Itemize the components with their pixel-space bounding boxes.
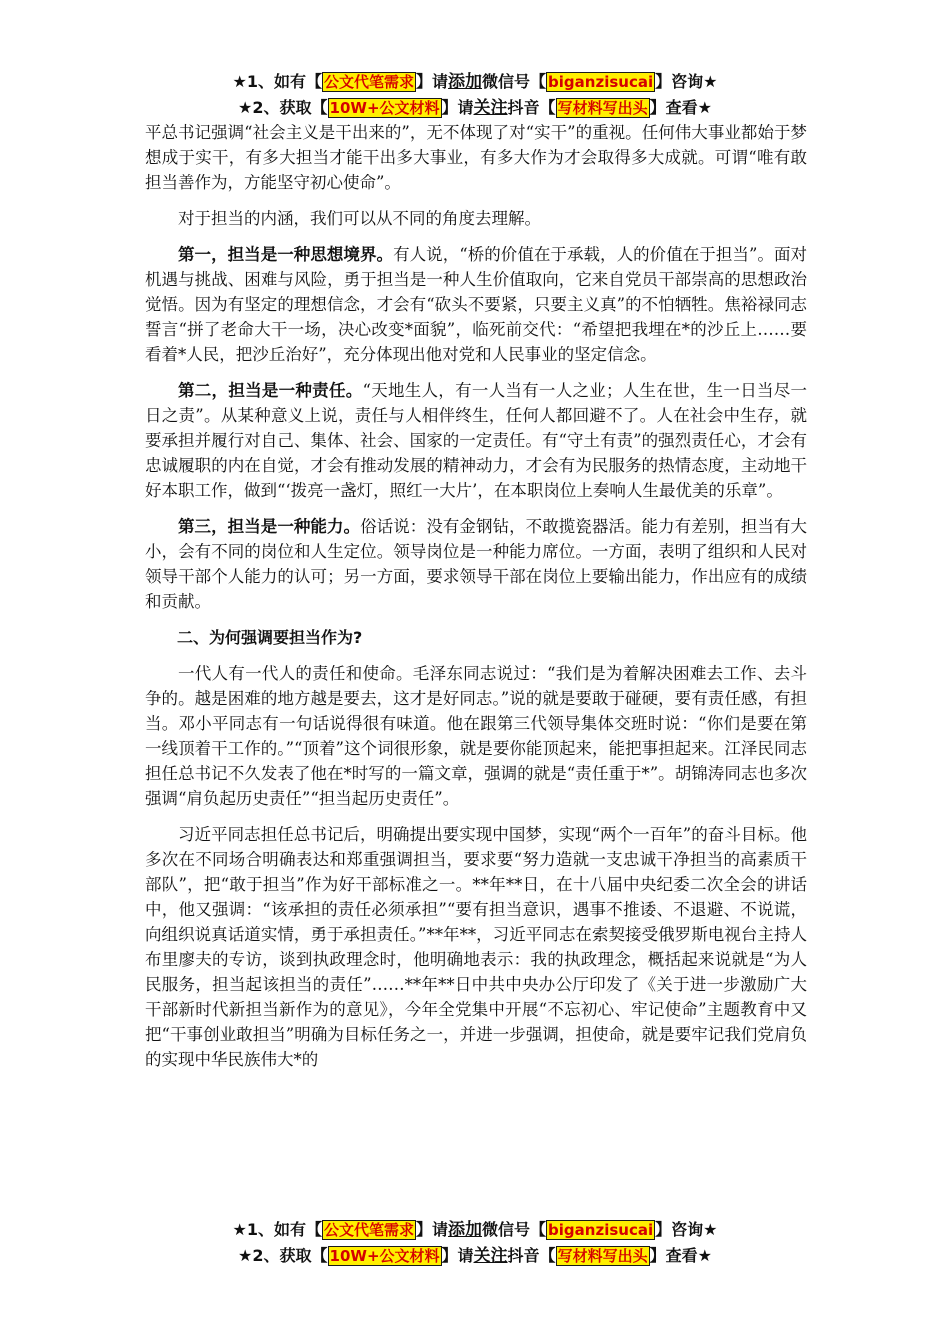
banner-text: 抖音【: [507, 1246, 556, 1265]
paragraph: [145, 378, 807, 503]
underlined-text: 关注: [473, 1246, 508, 1266]
banner-line-1: [0, 1217, 950, 1243]
paragraph: 平总书记强调“社会主义是干出来的”，无不体现了对“实干”的重视。任何伟大事业都始于梦想成于实干，有多大担当才能干出多大事业，有多大作为才会取得多大成就。可谓“唯有敢担当善作为，方能坚守初心使命”。: [145, 123, 807, 192]
paragraph: 习近平同志担任总书记后，明确提出要实现中国梦，实现“两个一百年”的奋斗目标。他多次在不同场合明确表达和郑重强调担当，要求要“努力造就一支忠诚干净担当的高素质干部队”，把“敢于担当”作为好干部标准之一。**年**日，在十八届中央纪委二次全会的讲话中，他又强调：“该承担的责任必须承担”“要有担当意识，遇事不推诿、不退避、不说谎，向组织说真话道实情，勇于承担责任。”**年**，习近平同志在索契接受俄罗斯电视台主持人布里廖夫的专访，谈到执政理念时，他明确地表示：我的执政理念，概括起来说就是“为人民服务，担当起该担当的责任”……**年**日中共中央办公厅印发了《关于进一步激励广大干部新时代新担当新作为的意见》，今年全党集中开展“不忘初心、牢记使命”主题教育中又把“干事创业敢担当”明确为目标任务之一，并进一步强调，担使命，就是要牢记我们党肩负的实现中华民族伟大*的: [145, 825, 807, 1069]
highlight-tag: 10W+公文材料: [329, 1247, 440, 1265]
highlight-tag: 公文代笔需求: [324, 1221, 415, 1239]
highlight-tag: 10W+公文材料: [329, 99, 440, 117]
banner-text: 】请: [416, 72, 449, 91]
banner-text: ★2、获取【: [238, 98, 328, 117]
banner-line-2: [0, 95, 950, 121]
underlined-text: 添加: [448, 72, 483, 92]
document-body: [145, 120, 807, 1083]
banner-text: 微信号【: [482, 72, 547, 91]
footer-banner: [0, 1217, 950, 1269]
highlight-tag: biganzisucai: [548, 1221, 654, 1239]
underlined-text: 添加: [448, 1220, 483, 1240]
paragraph-text: 俗话说：没有金钢钻，不敢揽瓷器活。能力有差别，担当有大小，会有不同的岗位和人生定位。领导岗位是一种能力席位。一方面，表明了组织和人民对领导干部个人能力的认可；另一方面，要求领导干部在岗位上要输出能力，作出应有的成绩和贡献。: [145, 517, 808, 611]
paragraph: 一代人有一代人的责任和使命。毛泽东同志说过：“我们是为着解决困难去工作、去斗争的。越是困难的地方越是要去，这才是好同志。”说的就是要敢于碰硬，要有责任感，有担当。邓小平同志有一句话说得很有味道。他在跟第三代领导集体交班时说：“你们是要在第一线顶着干工作的。”“顶着”这个词很形象，就是要你能顶起来，能把事担起来。江泽民同志担任总书记不久发表了他在*时写的一篇文章，强调的就是“责任重于*”。胡锦涛同志也多次强调“肩负起历史责任”“担当起历史责任”。: [145, 664, 807, 808]
banner-text: 】请: [416, 1220, 449, 1239]
banner-text: 抖音【: [507, 98, 556, 117]
highlight-tag: biganzisucai: [548, 73, 654, 91]
banner-text: 微信号【: [482, 1220, 547, 1239]
banner-text: 】查看★: [649, 1246, 712, 1265]
underlined-text: 关注: [473, 98, 508, 118]
paragraph: 对于担当的内涵，我们可以从不同的角度去理解。: [178, 209, 541, 228]
highlight-tag: 公文代笔需求: [324, 73, 415, 91]
banner-text: 】咨询★: [655, 72, 718, 91]
paragraph-lead: 第一，担当是一种思想境界。: [178, 245, 394, 264]
header-banner: [0, 69, 950, 121]
paragraph-text: “天地生人，有一人当有一人之业；人生在世，生一日当尽一日之责”。从某种意义上说，责任与人相伴终生，任何人都回避不了。人在社会中生存，就要承担并履行对自己、集体、社会、国家的一定责任。有“守土有责”的强烈责任心，才会有忠诚履职的内在自觉，才会有推动发展的精神动力，才会有为民服务的热情态度，主动地干好本职工作，做到“‘拨亮一盏灯，照红一大片’，在本职岗位上奏响人生最优美的乐章”。: [145, 381, 808, 500]
paragraph-lead: 第二，担当是一种责任。: [178, 381, 363, 400]
highlight-tag: 写材料写出头: [557, 1247, 648, 1265]
banner-text: 】请: [441, 1246, 474, 1265]
banner-text: 】咨询★: [655, 1220, 718, 1239]
paragraph: [145, 242, 807, 367]
banner-line-2: [0, 1243, 950, 1269]
paragraph-lead: 第三，担当是一种能力。: [178, 517, 361, 536]
banner-text: ★1、如有【: [232, 72, 322, 91]
section-heading: 二、为何强调要担当作为?: [177, 628, 363, 647]
banner-text: ★1、如有【: [232, 1220, 322, 1239]
paragraph-text: 有人说，“桥的价值在于承载，人的价值在于担当”。面对机遇与挑战、困难与风险，勇于担当是一种人生价值取向，它来自党员干部崇高的思想政治觉悟。因为有坚定的理想信念，才会有“砍头不要紧，只要主义真”的不怕牺牲。焦裕禄同志誓言“拼了老命大干一场，决心改变*面貌”，临死前交代：“希望把我埋在*的沙丘上……要看着*人民，把沙丘治好”，充分体现出他对党和人民事业的坚定信念。: [145, 245, 808, 364]
banner-text: 】请: [441, 98, 474, 117]
paragraph: [145, 514, 807, 614]
banner-text: ★2、获取【: [238, 1246, 328, 1265]
highlight-tag: 写材料写出头: [557, 99, 648, 117]
banner-line-1: [0, 69, 950, 95]
banner-text: 】查看★: [649, 98, 712, 117]
